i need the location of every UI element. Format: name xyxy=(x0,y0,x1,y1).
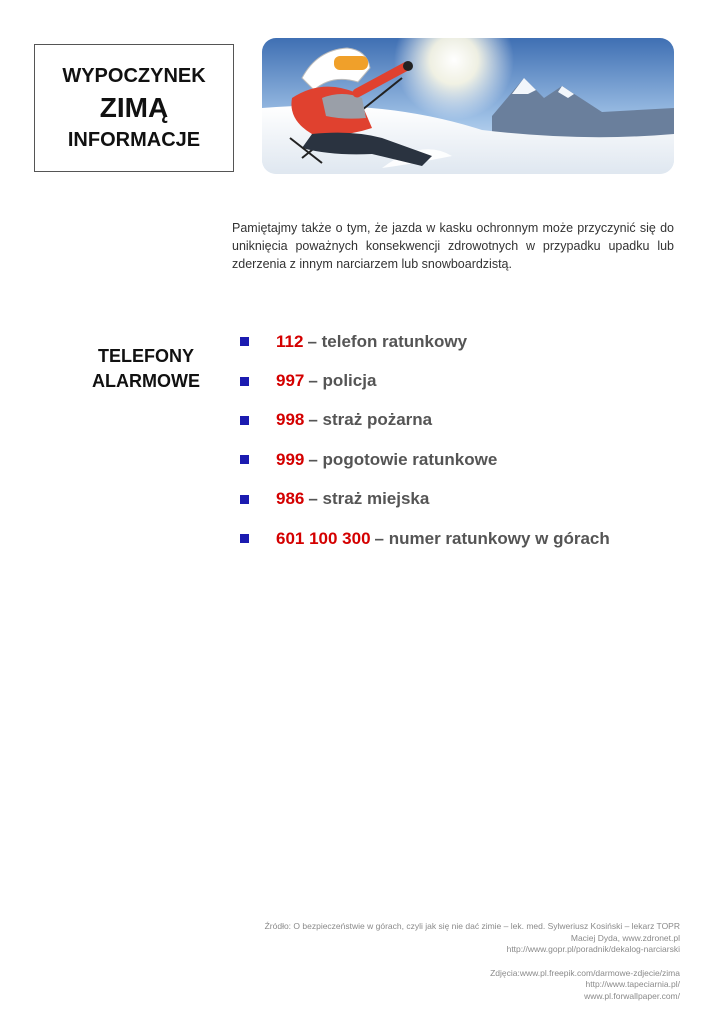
photo-credit-line: Zdjęcia:www.pl.freepik.com/darmowe-zdjecie/zima xyxy=(490,967,680,978)
title-line-2: ZIMĄ xyxy=(99,92,169,123)
sources-footer xyxy=(240,921,680,1002)
heading-line-1: TELEFONY xyxy=(97,346,194,366)
heading-line-2: ALARMOWE xyxy=(92,371,200,391)
square-bullet-icon xyxy=(240,416,249,425)
phone-label: – pogotowie ratunkowe xyxy=(308,449,498,469)
phone-item xyxy=(240,401,610,440)
square-bullet-icon xyxy=(240,337,249,346)
source-line: http://www.gopr.pl/poradnik/dekalog-narciarski xyxy=(506,944,680,954)
emergency-phones-heading xyxy=(60,344,200,394)
phone-item xyxy=(240,519,610,558)
phone-item xyxy=(240,480,610,519)
phone-label: – straż miejska xyxy=(308,489,430,509)
photo-credit-line: http://www.tapeciarnia.pl/ xyxy=(585,979,680,989)
square-bullet-icon xyxy=(240,495,249,504)
phone-label: – straż pożarna xyxy=(308,410,433,430)
square-bullet-icon xyxy=(240,377,249,386)
skier-photo xyxy=(262,38,674,174)
phone-item xyxy=(240,440,610,479)
emergency-phone-list xyxy=(240,322,610,558)
helmet-advice-paragraph: Pamiętajmy także o tym, że jazda w kasku ochronnym może przyczynić się do uniknięcia poważnych konsekwencji zdrowotnych w przypadku upadku lub zderzenia z innym narciarzem lub snowboardzistą. xyxy=(232,221,674,271)
phone-number: 997 xyxy=(276,371,305,391)
phone-label: – numer ratunkowy w górach xyxy=(374,528,610,548)
phone-label: – policja xyxy=(308,371,377,391)
phone-number: 601 100 300 xyxy=(276,528,371,548)
square-bullet-icon xyxy=(240,455,249,464)
title-line-3: INFORMACJE xyxy=(67,129,201,151)
source-line: Źródło: O bezpieczeństwie w górach, czyli jak się nie dać zimie – lek. med. Sylweriusz Kosiński – lekarz TOPR xyxy=(264,921,680,931)
phone-number: 999 xyxy=(276,449,305,469)
phone-item xyxy=(240,322,610,361)
phone-number: 112 xyxy=(276,331,304,351)
phone-number: 986 xyxy=(276,489,305,509)
phone-label: – telefon ratunkowy xyxy=(307,331,468,351)
source-line: Maciej Dyda, www.zdronet.pl xyxy=(570,932,680,943)
title-line-1: WYPOCZYNEK xyxy=(62,65,206,87)
phone-item xyxy=(240,361,610,400)
square-bullet-icon xyxy=(240,534,249,543)
title-box xyxy=(34,44,234,172)
phone-number: 998 xyxy=(276,410,305,430)
photo-credit-line: www.pl.forwallpaper.com/ xyxy=(584,990,680,1001)
